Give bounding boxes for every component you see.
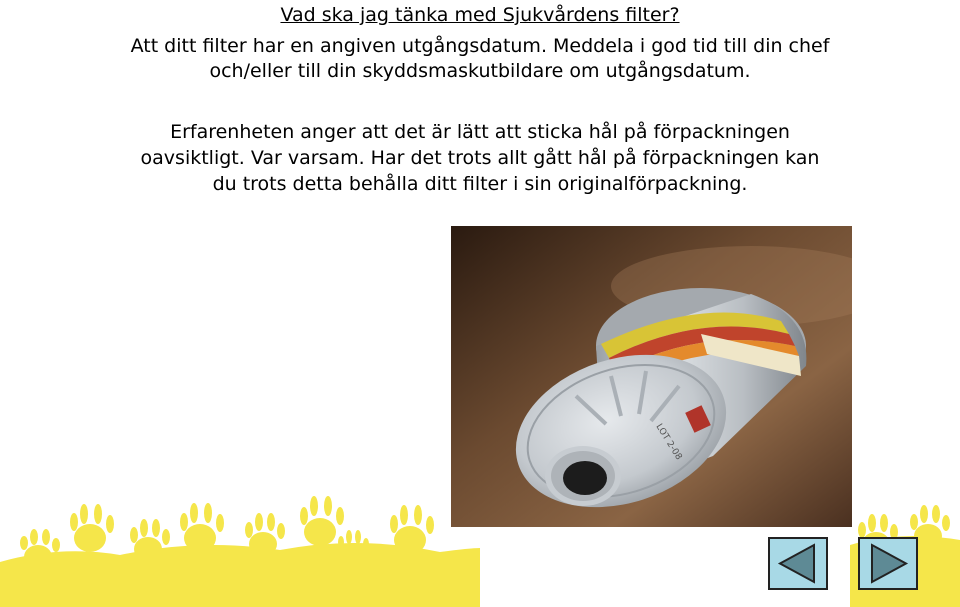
previous-slide-button[interactable] bbox=[768, 537, 828, 590]
page-heading bbox=[0, 4, 960, 26]
paragraph-line: Att ditt filter har en angiven utgångsdatum. Meddela i god tid till din chef bbox=[130, 35, 830, 57]
triangle-right-icon bbox=[860, 539, 916, 588]
paragraph-line: och/eller till din skyddsmaskutbildare om utgångsdatum. bbox=[209, 60, 751, 82]
next-slide-button[interactable] bbox=[858, 537, 918, 590]
paragraph-line: Erfarenheten anger att det är lätt att sticka hål på förpackningen bbox=[170, 121, 790, 143]
page-heading-text: Vad ska jag tänka med Sjukvårdens filter? bbox=[280, 4, 680, 26]
triangle-left-icon bbox=[770, 539, 826, 588]
paragraph-line: oavsiktligt. Var varsam. Har det trots allt gått hål på förpackningen kan bbox=[140, 147, 820, 169]
filter-photo bbox=[451, 226, 852, 527]
svg-text:LOT 2-08: LOT 2-08 bbox=[653, 422, 684, 462]
paragraph-packaging bbox=[0, 119, 960, 197]
paragraph-line: du trots detta behålla ditt filter i sin originalförpackning. bbox=[212, 173, 748, 195]
paragraph-expiry bbox=[0, 34, 960, 84]
filter-photo-image bbox=[451, 226, 852, 527]
